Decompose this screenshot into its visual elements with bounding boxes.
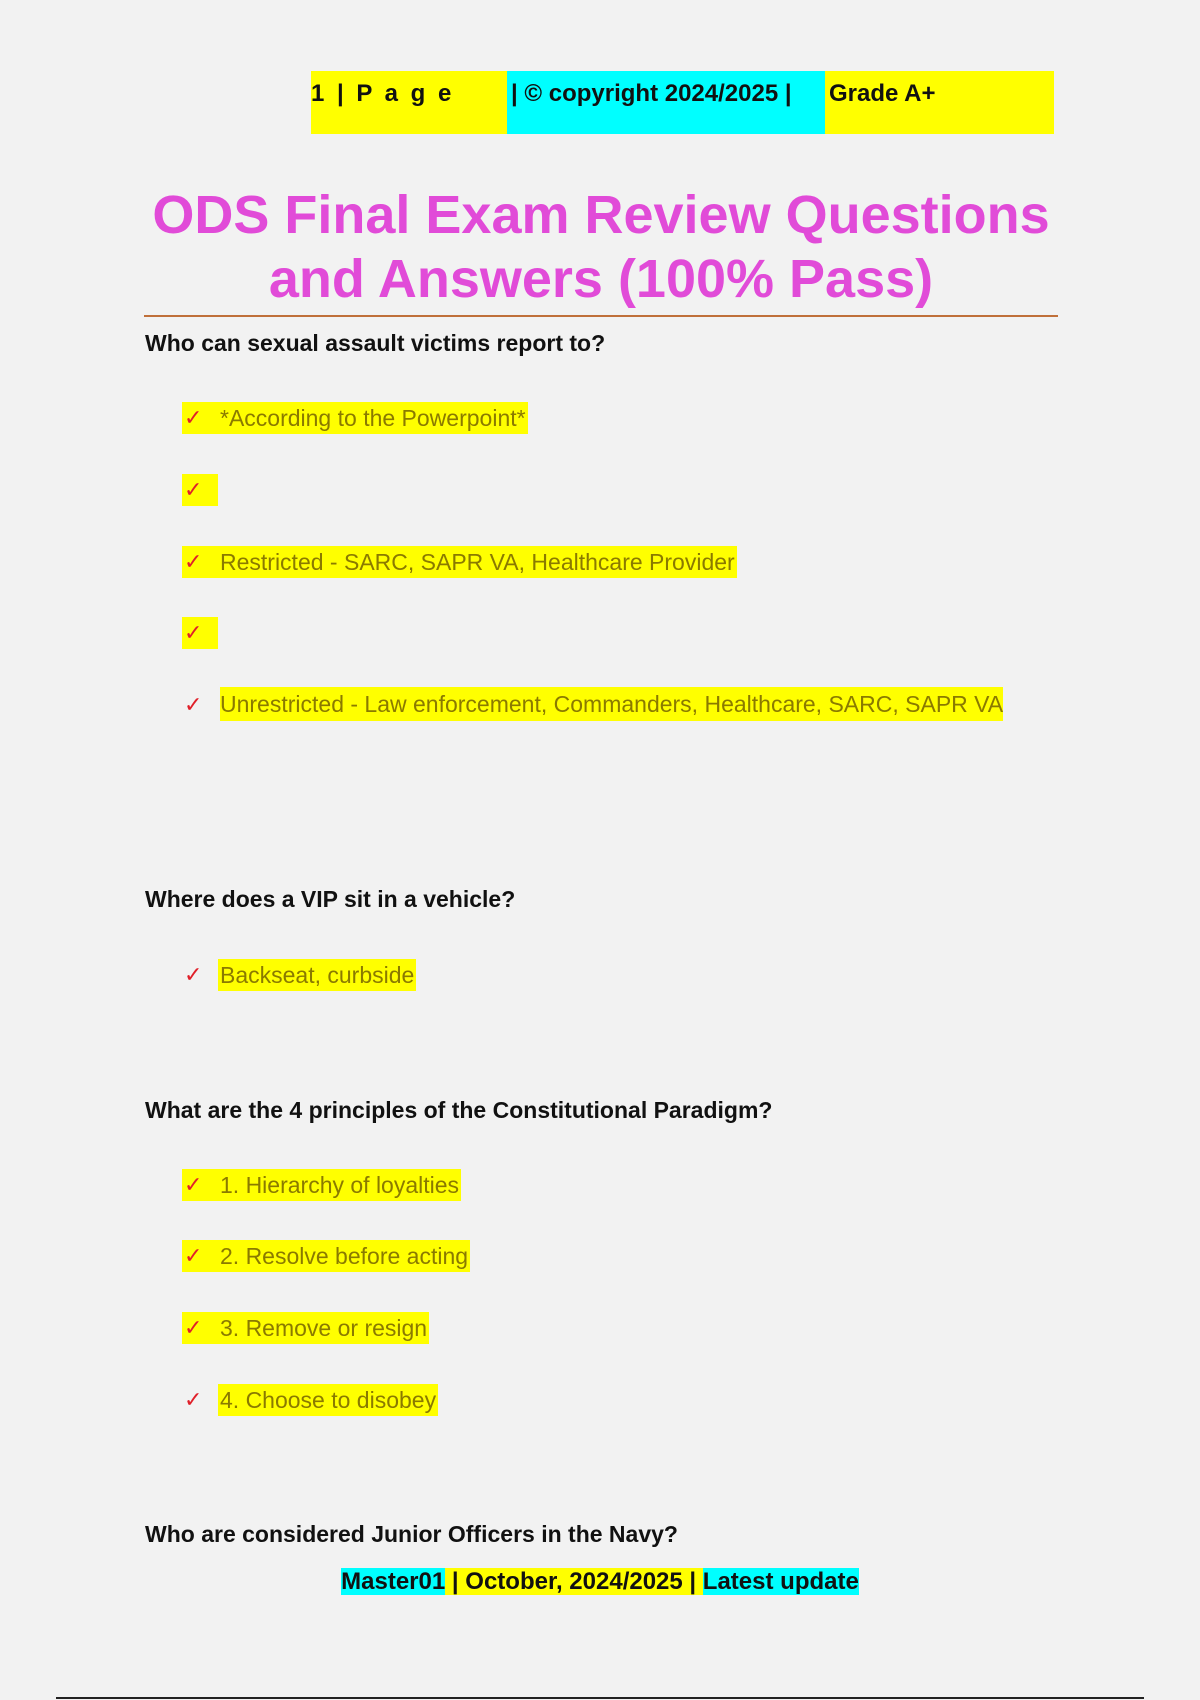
page-header [311,71,1054,134]
answer-item [182,1240,470,1272]
checkmark-icon: ✓ [182,1240,218,1272]
answer-text: 1. Hierarchy of loyalties [218,1169,461,1201]
footer-update: Latest update [702,1568,859,1595]
page-footer [0,1568,1200,1596]
answer-text: *According to the Powerpoint* [218,402,528,434]
answer-item [182,402,528,434]
answer-item [182,1169,461,1201]
answer-item [182,617,218,649]
checkmark-icon: ✓ [182,617,218,649]
answer-item [182,474,218,506]
answer-text: 4. Choose to disobey [218,1384,438,1416]
checkmark-icon: ✓ [184,692,203,717]
document-title: ODS Final Exam Review Questions and Answers (100% Pass) [152,185,1050,309]
question-1: Who can sexual assault victims report to? [145,330,606,356]
answer-text: 3. Remove or resign [218,1312,429,1344]
answer-text: Restricted - SARC, SAPR VA, Healthcare Provider [218,546,737,578]
grade-label: Grade A+ [825,71,1054,134]
answer-item [182,1312,429,1344]
bottom-divider [56,1697,1144,1699]
question-4: Who are considered Junior Officers in the Navy? [145,1521,678,1547]
answer-text: Unrestricted - Law enforcement, Commanders, Healthcare, SARC, SAPR VA [220,687,1003,721]
answer-item [182,546,737,578]
answer-item [182,689,1012,734]
question-2: Where does a VIP sit in a vehicle? [145,886,516,912]
checkmark-icon: ✓ [182,546,218,578]
checkmark-icon: ✓ [184,1387,203,1412]
footer-date: | October, 2024/2025 | [445,1568,703,1595]
checkmark-icon: ✓ [184,962,203,987]
answer-item [182,959,416,991]
copyright-notice: | © copyright 2024/2025 | [507,71,825,134]
answer-text: 2. Resolve before acting [218,1240,470,1272]
page-number: 1 | P a g e [311,71,507,134]
checkmark-icon: ✓ [182,1312,218,1344]
answer-item [182,1384,438,1416]
checkmark-icon: ✓ [182,474,218,506]
checkmark-icon: ✓ [182,402,218,434]
footer-author: Master01 [341,1568,446,1595]
checkmark-icon: ✓ [182,1169,218,1201]
answer-text: Backseat, curbside [218,959,416,991]
question-3: What are the 4 principles of the Constitutional Paradigm? [145,1097,773,1123]
title-divider [144,315,1058,317]
